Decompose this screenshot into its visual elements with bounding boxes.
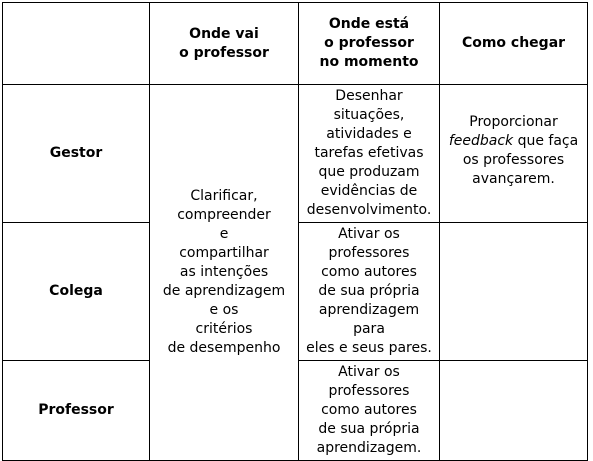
professor-onde-esta-text: Ativar os professores como autores de sua própria aprendizagem. bbox=[316, 364, 422, 456]
colega-onde-esta-text: Ativar os professores como autores de sua própria aprendizagem para eles e seus pares. bbox=[306, 226, 432, 356]
header-row bbox=[3, 3, 588, 85]
row-gestor-label: Gestor bbox=[49, 145, 103, 161]
row-professor-label-cell bbox=[3, 361, 150, 461]
row-colega-label-cell bbox=[3, 223, 150, 361]
gestor-como-chegar-text bbox=[449, 114, 578, 187]
gestor-como-chegar-cell bbox=[440, 85, 588, 223]
professor-onde-esta-cell bbox=[299, 361, 440, 461]
header-como-chegar-label: Como chegar bbox=[461, 35, 566, 51]
row-colega-label: Colega bbox=[49, 283, 103, 299]
merged-onde-vai-cell bbox=[150, 85, 299, 461]
gestor-como-chegar-after: que faça os professores avançarem. bbox=[462, 133, 579, 187]
gestor-como-chegar-italic: feedback bbox=[448, 133, 514, 149]
header-onde-vai-label: Onde vai o professor bbox=[179, 25, 269, 61]
professor-como-chegar-cell bbox=[440, 361, 588, 461]
colega-onde-esta-cell bbox=[299, 223, 440, 361]
gestor-onde-esta-cell bbox=[299, 85, 440, 223]
row-gestor bbox=[3, 85, 588, 223]
row-professor-label: Professor bbox=[38, 402, 114, 418]
header-onde-vai bbox=[150, 3, 299, 85]
gestor-como-chegar-before: Proporcionar bbox=[469, 114, 558, 130]
header-como-chegar bbox=[440, 3, 588, 85]
header-onde-esta-label: Onde está o professor no momento bbox=[319, 16, 419, 70]
objectives-table bbox=[2, 2, 588, 461]
gestor-onde-esta-text: Desenhar situações, atividades e tarefas efetivas que produzam evidências de desenvolvimento. bbox=[306, 88, 432, 218]
header-empty-cell bbox=[3, 3, 150, 85]
header-onde-esta bbox=[299, 3, 440, 85]
merged-onde-vai-text: Clarificar, compreender e compartilhar as intenções de aprendizagem e os critérios de desempenho bbox=[162, 188, 286, 356]
colega-como-chegar-cell bbox=[440, 223, 588, 361]
row-gestor-label-cell bbox=[3, 85, 150, 223]
